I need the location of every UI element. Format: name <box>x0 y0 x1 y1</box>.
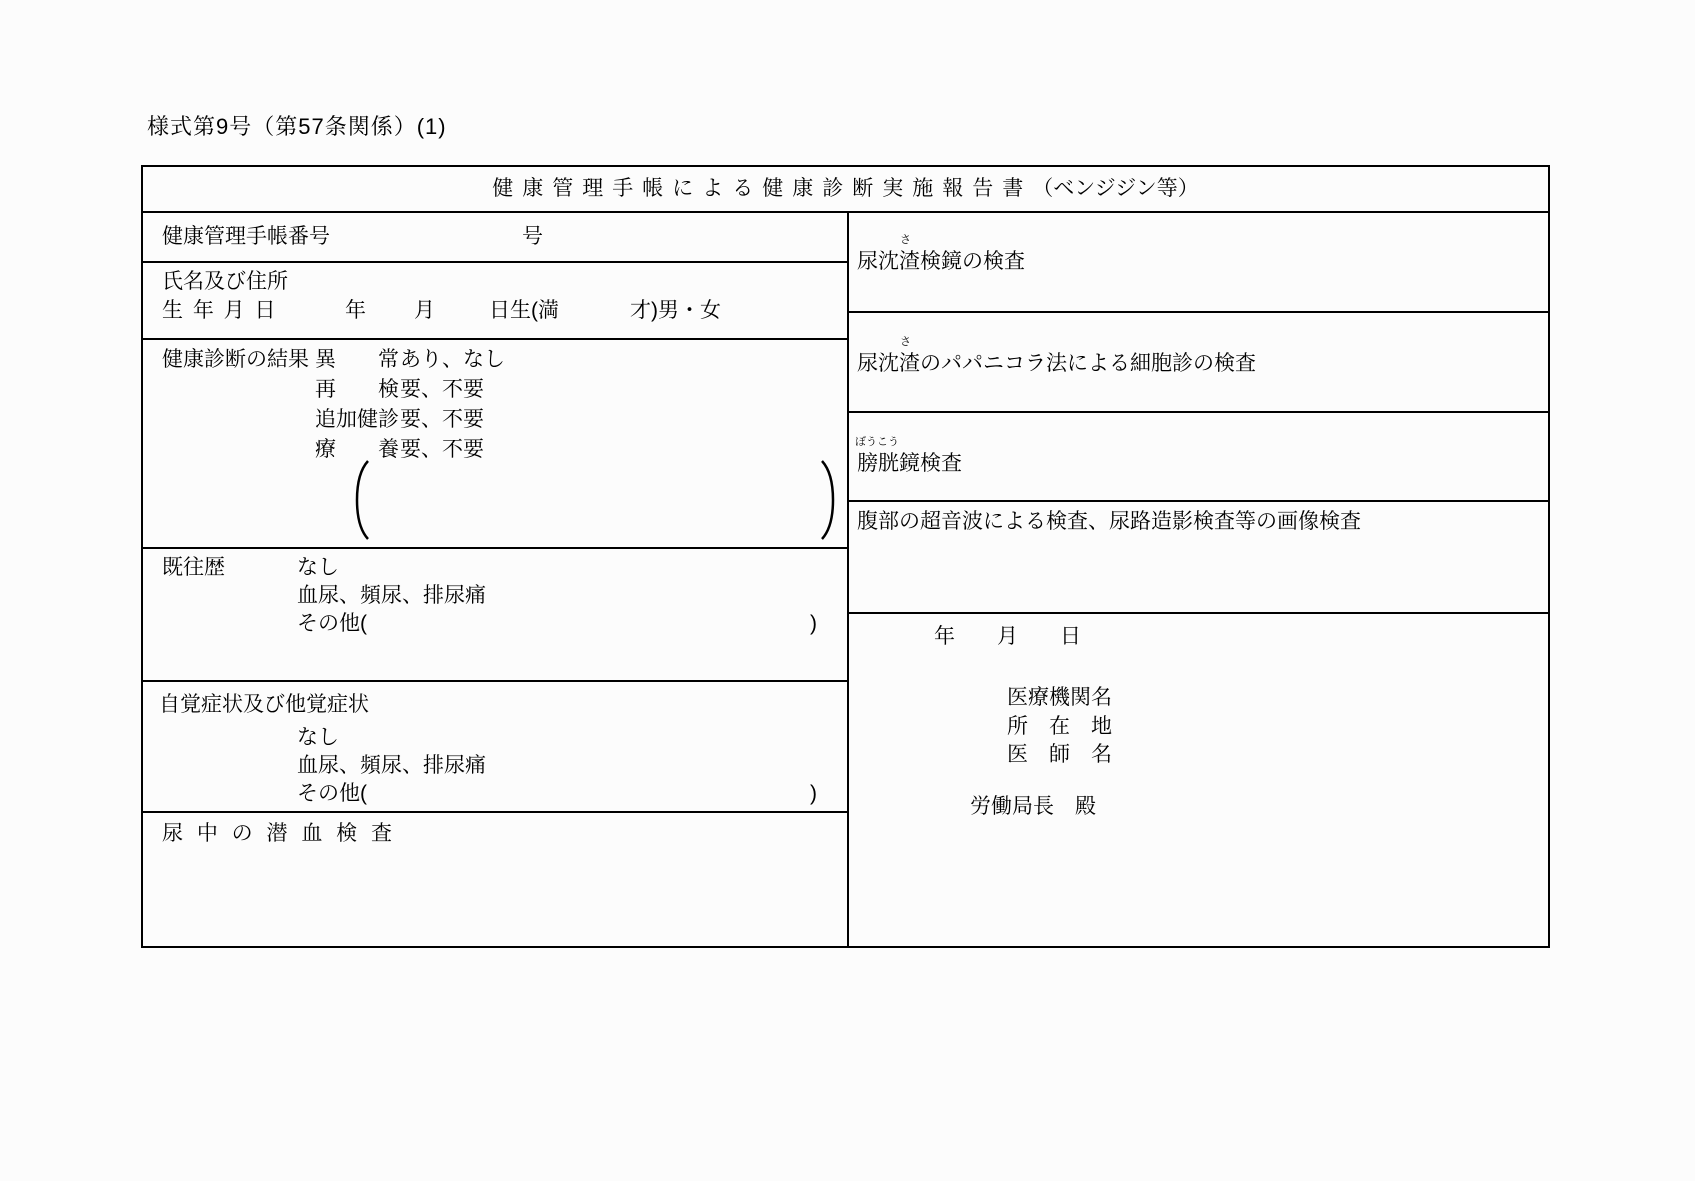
institution-address-label: 所 在 地 <box>1007 715 1112 738</box>
history-item-other: その他( <box>297 612 367 635</box>
symptoms-item-none: なし <box>297 726 339 749</box>
result-item-recheck: 再 検 <box>315 378 399 401</box>
cystoscopy-furigana: ぼうこう <box>855 436 899 448</box>
form-title-suffix: （ベンジジン等） <box>1032 176 1199 200</box>
labor-bureau-director-label: 労働局長 殿 <box>970 795 1096 818</box>
medical-history-cell <box>143 549 847 682</box>
signature-date: 年 月 日 <box>934 625 1081 648</box>
result-item-abnormal: 異 常 <box>315 348 399 371</box>
exam-result-cell <box>143 340 847 549</box>
cystoscopy-label: 膀胱鏡検査 <box>857 452 962 475</box>
age-sex-label: 才)男・女 <box>630 299 721 322</box>
handbook-number-cell <box>143 213 847 263</box>
symptoms-item-other: その他( <box>297 782 367 805</box>
history-item-none: なし <box>297 556 339 579</box>
papanicolaou-block <box>857 336 1256 376</box>
medical-institution-label: 医療機関名 <box>1007 686 1112 709</box>
form-title: 健康管理手帳による健康診断実施報告書 <box>492 176 1033 200</box>
papanicolaou-label: 尿沈渣のパパニコラ法による細胞診の検査 <box>857 352 1256 375</box>
name-address-label: 氏名及び住所 <box>162 270 288 293</box>
result-options-recheck: 要、不要 <box>400 378 484 401</box>
symptoms-other-close-paren: ) <box>810 782 817 805</box>
form-number: 様式第9号（第57条関係）(1) <box>147 114 447 139</box>
urine-sediment-label: 尿沈渣検鏡の検査 <box>857 250 1025 273</box>
result-options-additional-exam: 要、不要 <box>400 408 484 431</box>
medical-history-label: 既往歴 <box>162 556 225 579</box>
history-other-close-paren: ) <box>810 612 817 635</box>
birth-day-label: 日生(満 <box>489 299 559 322</box>
result-options-treatment: 要、不要 <box>400 438 484 461</box>
open-paren-mark <box>352 459 372 541</box>
birth-month-label: 月 <box>414 299 435 322</box>
papanicolaou-furigana: さ <box>900 336 911 348</box>
handbook-number-label: 健康管理手帳番号 <box>162 225 330 248</box>
result-item-treatment: 療 養 <box>315 438 399 461</box>
form-title-row <box>143 167 1548 213</box>
result-item-additional-exam: 追加健診 <box>315 408 399 431</box>
signature-cell <box>847 614 1548 946</box>
result-options-abnormal: あり、なし <box>400 348 505 371</box>
birth-year-label: 年 <box>345 299 366 322</box>
urine-sediment-block <box>857 234 1025 274</box>
urine-occult-blood-cell <box>143 813 847 946</box>
symptoms-cell <box>143 682 847 813</box>
cystoscopy-block <box>857 436 962 476</box>
urine-sediment-furigana: さ <box>900 234 911 246</box>
history-item-symptoms: 血尿、頻尿、排尿痛 <box>297 584 486 607</box>
papanicolaou-cell <box>847 313 1548 413</box>
urine-sediment-cell <box>847 213 1548 313</box>
doctor-name-label: 医 師 名 <box>1007 743 1112 766</box>
symptoms-item-symptoms: 血尿、頻尿、排尿痛 <box>297 754 486 777</box>
imaging-label: 腹部の超音波による検査、尿路造影検査等の画像検査 <box>857 510 1361 533</box>
exam-result-label: 健康診断の結果 <box>162 348 309 371</box>
close-paren-mark <box>818 459 838 541</box>
symptoms-label: 自覚症状及び他覚症状 <box>159 693 369 716</box>
report-form-table <box>141 165 1550 948</box>
handbook-number-unit: 号 <box>522 225 543 248</box>
urine-occult-blood-label: 尿 中 の 潜 血 検 査 <box>162 822 397 845</box>
name-address-cell <box>143 263 847 340</box>
imaging-cell <box>847 502 1548 614</box>
cystoscopy-cell <box>847 413 1548 502</box>
birth-date-label: 生 年 月 日 <box>162 299 278 322</box>
